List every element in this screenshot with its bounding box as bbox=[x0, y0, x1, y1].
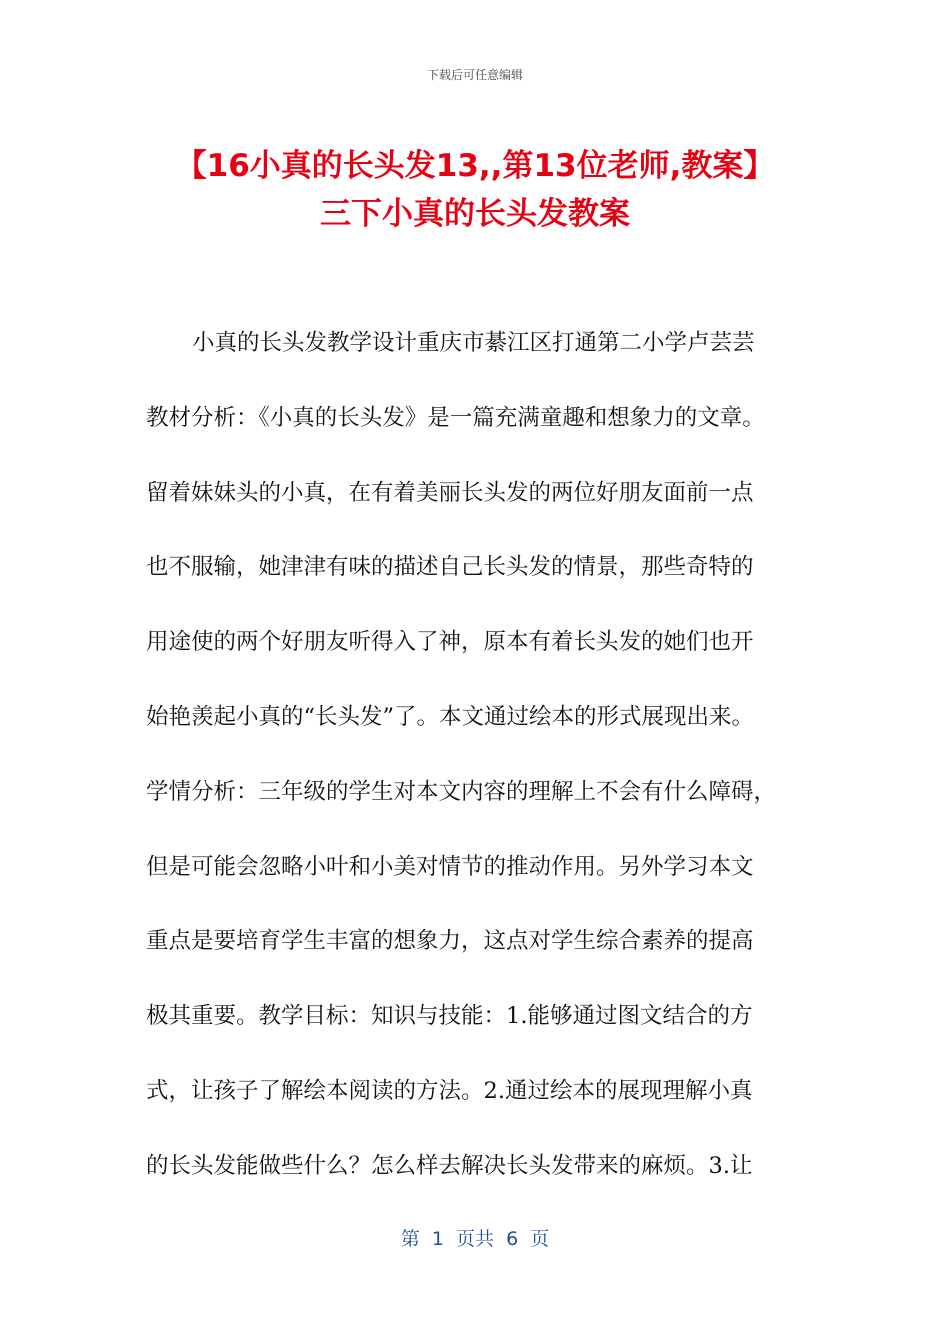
body-line: 教材分析：《小真的长头发》是一篇充满童趣和想象力的文章。 bbox=[146, 404, 765, 431]
body-line: 也不服输，她津津有味的描述自己长头发的情景，那些奇特的 bbox=[146, 554, 754, 581]
body-line: 但是可能会忽略小叶和小美对情节的推动作用。另外学习本文 bbox=[146, 853, 754, 880]
body-line: 用途使的两个好朋友听得入了神，原本有着长头发的她们也开 bbox=[146, 629, 754, 656]
body-line: 始艳羡起小真的“长头发”了。本文通过绘本的形式展现出来。 bbox=[146, 703, 755, 730]
document-title bbox=[95, 142, 855, 238]
body-line: 学情分析：三年级的学生对本文内容的理解上不会有什么障碍， bbox=[146, 778, 777, 805]
body-line: 小真的长头发教学设计重庆市綦江区打通第二小学卢芸芸 bbox=[192, 330, 755, 356]
title-line-1: 【16小真的长头发13,,第13位老师,教案】 bbox=[175, 148, 775, 184]
body-line: 的长头发能做些什么？怎么样去解决长头发带来的麻烦。3.让 bbox=[146, 1152, 753, 1179]
body-line: 极其重要。教学目标：知识与技能：1.能够通过图文结合的方 bbox=[146, 1003, 753, 1030]
title-line-2: 三下小真的长头发教案 bbox=[320, 196, 630, 232]
body-line: 重点是要培育学生丰富的想象力，这点对学生综合素养的提高 bbox=[146, 928, 754, 955]
document-body bbox=[146, 318, 816, 1216]
page-footer: 第 1 页共 6 页 bbox=[400, 1228, 550, 1250]
header-note: 下载后可任意编辑 bbox=[426, 68, 523, 82]
body-line: 留着妹妹头的小真，在有着美丽长头发的两位好朋友面前一点 bbox=[146, 479, 754, 506]
body-line: 式，让孩子了解绘本阅读的方法。2.通过绘本的展现理解小真 bbox=[146, 1077, 753, 1104]
